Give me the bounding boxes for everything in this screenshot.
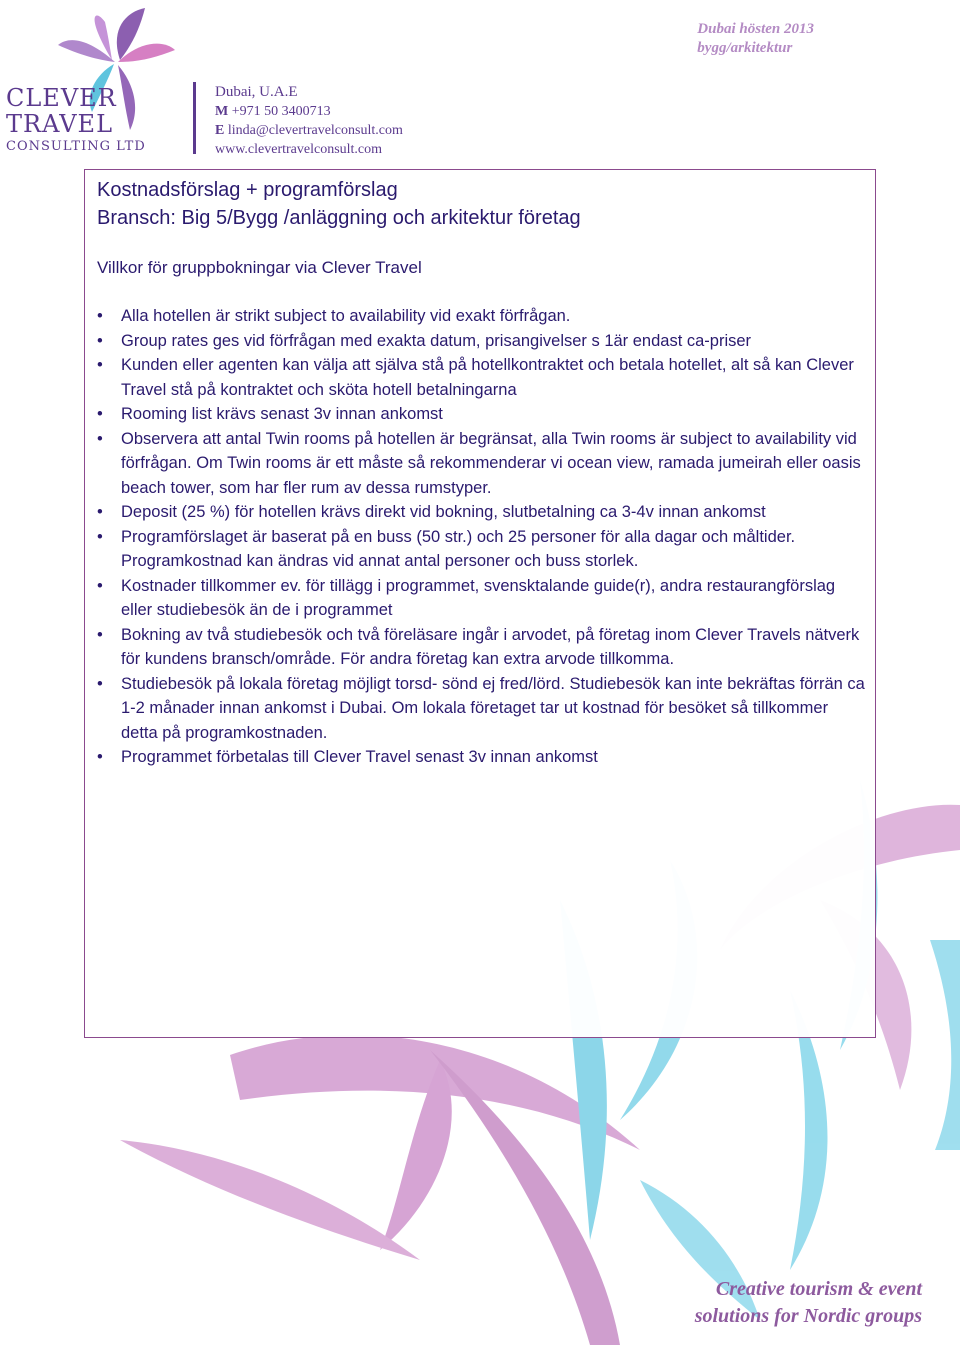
corner-subtitle: bygg/arkitektur: [697, 40, 793, 56]
corner-title: Dubai hösten 2013: [697, 21, 814, 37]
header-divider: [193, 82, 196, 154]
email-label: E: [215, 123, 225, 138]
list-item: • Programförslaget är baserat på en buss (50 str.) och 25 personer för alla dagar och måltider. Programkostnad kan ändras vid annat antal personer och buss storlek.: [97, 525, 867, 574]
content-frame: [84, 169, 876, 1038]
company-logo: [0, 0, 200, 160]
brand-line-3: CONSULTING LTD: [6, 139, 146, 154]
contact-phone: +971 50 3400713: [231, 104, 331, 119]
tagline-line-1: Creative tourism & event: [715, 1278, 922, 1300]
list-item: • Studiebesök på lokala företag möjligt torsd- sönd ej fred/lörd. Studiebesök kan inte bekräftas förrän ca 1-2 månader innan ankomst i Dubai. Om lokala företaget tar ut kostnad för besöket så tillkommer detta på programkostnaden.: [97, 672, 867, 746]
contact-email-row: [215, 121, 403, 140]
list-item: • Kunden eller agenten kan välja att själva stå på hotellkontraktet och betala hotellet, alt så kan Clever Travel stå på kontraktet och sköta hotell betalningarna: [97, 353, 867, 402]
blue-leaf: [930, 940, 960, 1150]
document-subtitle: Bransch: Big 5/Bygg /anläggning och arkitektur företag: [97, 207, 581, 229]
list-item: • Programmet förbetalas till Clever Travel senast 3v innan ankomst: [97, 745, 867, 770]
contact-block: [215, 83, 403, 159]
list-item: • Kostnader tillkommer ev. för tillägg i programmet, svensktalande guide(r), andra restaurangförslag eller studiebesök än de i programmet: [97, 574, 867, 623]
terms-list: [97, 304, 867, 770]
pink-leaf: [120, 1140, 420, 1260]
list-item: • Deposit (25 %) för hotellen krävs direkt vid bokning, slutbetalning ca 3-4v innan ankomst: [97, 500, 867, 525]
tagline-line-2: solutions for Nordic groups: [694, 1305, 922, 1327]
contact-website[interactable]: www.clevertravelconsult.com: [215, 142, 383, 157]
contact-email[interactable]: linda@clevertravelconsult.com: [227, 123, 403, 138]
list-item: • Alla hotellen är strikt subject to availability vid exakt förfrågan.: [97, 304, 867, 329]
document-title: Kostnadsförslag + programförslag: [97, 179, 398, 201]
contact-location: Dubai, U.A.E: [215, 84, 298, 100]
list-item: • Rooming list krävs senast 3v innan ankomst: [97, 402, 867, 427]
corner-heading: [697, 20, 814, 58]
phone-label: M: [215, 104, 229, 119]
list-item: • Observera att antal Twin rooms på hotellen är begränsat, alla Twin rooms är subject to availability vid förfrågan. Om Twin rooms är ett måste så rekommenderar vi ocean view, ramada jumeirah eller oasis beach tower, som har fler rum av dessa rumstyper.: [97, 427, 867, 501]
terms-intro: Villkor för gruppbokningar via Clever Travel: [97, 258, 422, 277]
brand-line-1: CLEVER: [6, 84, 117, 112]
list-item: • Bokning av två studiebesök och två föreläsare ingår i arvodet, på företag inom Clever Travels nätverk för kundens bransch/område. För andra företag kan extra arvode tillkomma.: [97, 623, 867, 672]
brand-line-2: TRAVEL: [6, 110, 114, 138]
list-item: • Group rates ges vid förfrågan med exakta datum, prisangivelser s 1är endast ca-priser: [97, 329, 867, 354]
footer-tagline: [695, 1276, 922, 1330]
contact-phone-row: [215, 102, 403, 121]
